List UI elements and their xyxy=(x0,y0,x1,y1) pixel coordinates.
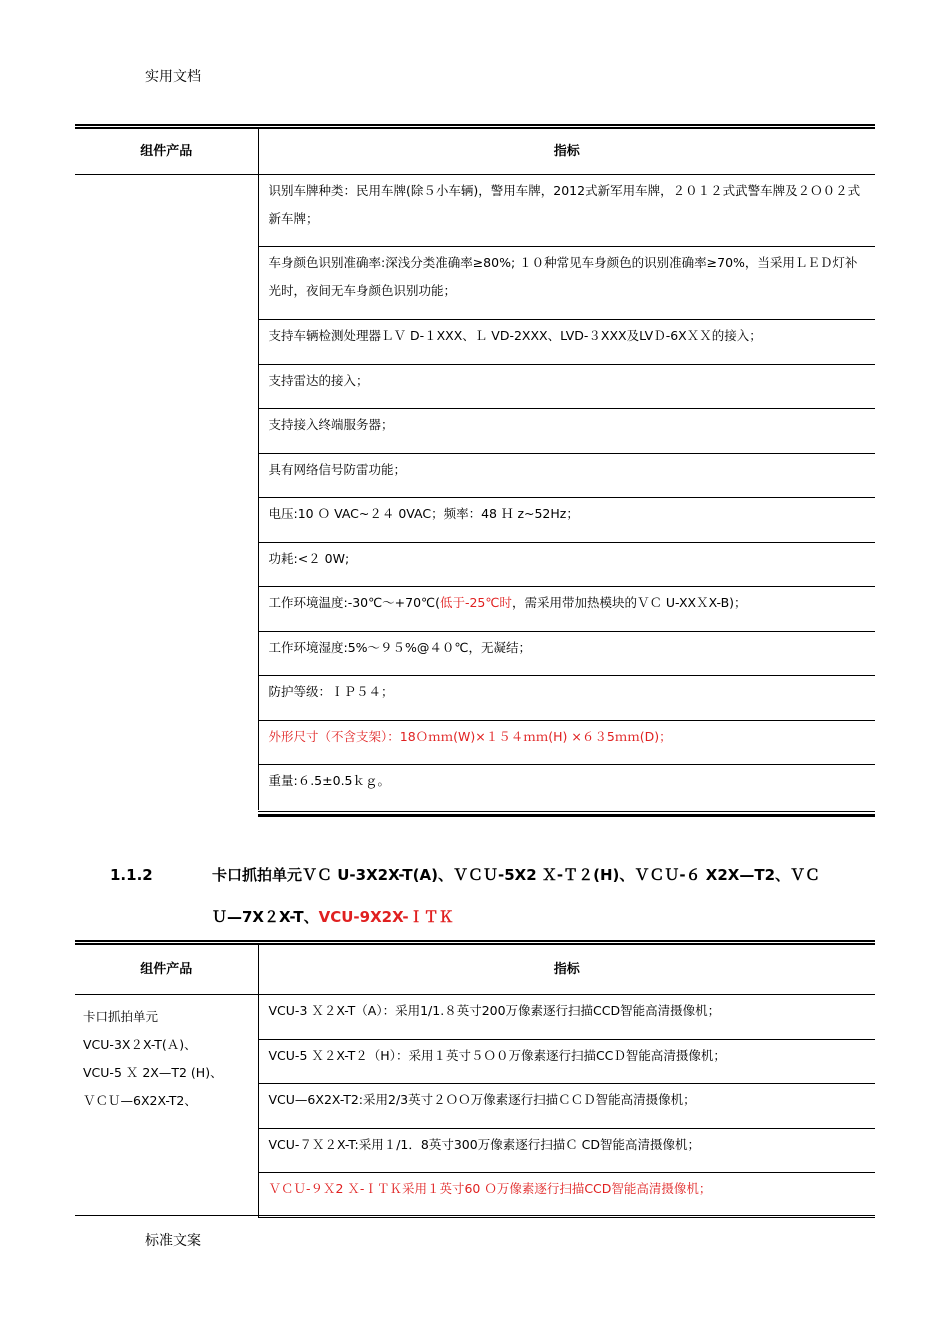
product-line: VCU-3X２X-T(Ａ)、 xyxy=(83,1037,197,1052)
product-cell-empty xyxy=(75,175,258,810)
product-line: VCU-5 Ｘ 2X—T2 (H)、 xyxy=(83,1065,223,1080)
product-cell xyxy=(75,995,258,1218)
table-2-bottom-rule xyxy=(75,1215,875,1216)
spec-row: 支持雷达的接入； xyxy=(258,365,875,409)
spec-row: 识别车牌种类：民用车牌(除５小车辆)，警用车牌，2012式新军用车牌，２０１２式武警车牌及２Ｏ０２式新车牌； xyxy=(258,175,875,247)
col-header-product: 组件产品 xyxy=(75,127,258,175)
section-number: 1.1.2 xyxy=(110,866,153,884)
page-header: 实用文档 xyxy=(145,69,201,85)
spec-row: VCU-5 Ｘ２X-T２（H）：采用１英寸５Ｏ０万像素逐行扫描CCＤ智能高清摄像机； xyxy=(258,1040,875,1084)
section-title-line-1: 卡口抓拍单元ＶＣ U-3X2X-T(A)、ＶＣＵ-5X2 Ｘ-Ｔ２(H)、ＶＣＵ-６ X2X—T2、ＶＣ xyxy=(212,866,821,884)
page-footer: 标准文案 xyxy=(145,1233,201,1249)
col-header-product: 组件产品 xyxy=(75,943,258,995)
spec-row: 电压:10 Ｏ VAC~２４ 0VAC；频率：48 Ｈ z~52Hz； xyxy=(258,498,875,543)
spec-row: 功耗:<２ 0W; xyxy=(258,543,875,587)
spec-table-1 xyxy=(75,124,875,810)
spec-row: 外形尺寸（不含支架）：18Ｏｍｍ(W)×１５４ｍｍ(H) ×６３5ｍｍ(D)； xyxy=(258,721,875,765)
spec-row: 支持车辆检测处理器ＬＶ D-１XXX、Ｌ VD-2XXX、LVD-３XXX及LVＤ-6XＸＸ的接入； xyxy=(258,320,875,365)
col-header-spec: 指标 xyxy=(258,943,875,995)
spec-row: 支持接入终端服务器； xyxy=(258,409,875,454)
spec-row: VCU-７Ｘ２X-T:采用１/1．8英寸300万像素逐行扫描Ｃ CD智能高清摄像机； xyxy=(258,1129,875,1173)
spec-row: ＶＣＵ-９Ｘ2 Ｘ-ＩＴＫ采用１英寸60 Ｏ万像素逐行扫描CCD智能高清摄像机； xyxy=(258,1173,875,1218)
col-header-spec: 指标 xyxy=(258,127,875,175)
product-line: 卡口抓拍单元 xyxy=(83,1009,159,1024)
section-title-line-2: Ｕ—7X２X-T、VCU-9X2X-ＩＴＫ xyxy=(212,908,454,926)
spec-row: 车身颜色识别准确率:深浅分类准确率≥80%; １０种常见车身颜色的识别准确率≥70%，当采用ＬＥＤ灯补光时，夜间无车身颜色识别功能； xyxy=(258,247,875,320)
spec-row: 防护等级：ＩＰ５４； xyxy=(258,676,875,721)
spec-row: VCU—6X2X-T2:采用2/3英寸２ＯＯ万像素逐行扫描ＣＣＤ智能高清摄像机； xyxy=(258,1084,875,1129)
spec-row: 工作环境湿度:5%～９５%@４０℃，无凝结； xyxy=(258,632,875,676)
spec-table-2 xyxy=(75,940,875,1218)
table-1-bottom-rule xyxy=(258,811,875,817)
spec-row: 重量:６.5±0.5ｋｇ。 xyxy=(268,773,390,788)
spec-row: 工作环境温度:-30℃～+70℃(低于-25℃时，需采用带加热模块的ＶＣ U-XXＸX-B)； xyxy=(258,587,875,632)
spec-row: VCU-3 Ｘ２X-T（A）：采用1/1.８英寸200万像素逐行扫描CCD智能高清摄像机； xyxy=(258,995,875,1040)
spec-row: 具有网络信号防雷功能； xyxy=(258,454,875,498)
product-line: ＶＣＵ—6X2X-T2、 xyxy=(83,1093,197,1108)
